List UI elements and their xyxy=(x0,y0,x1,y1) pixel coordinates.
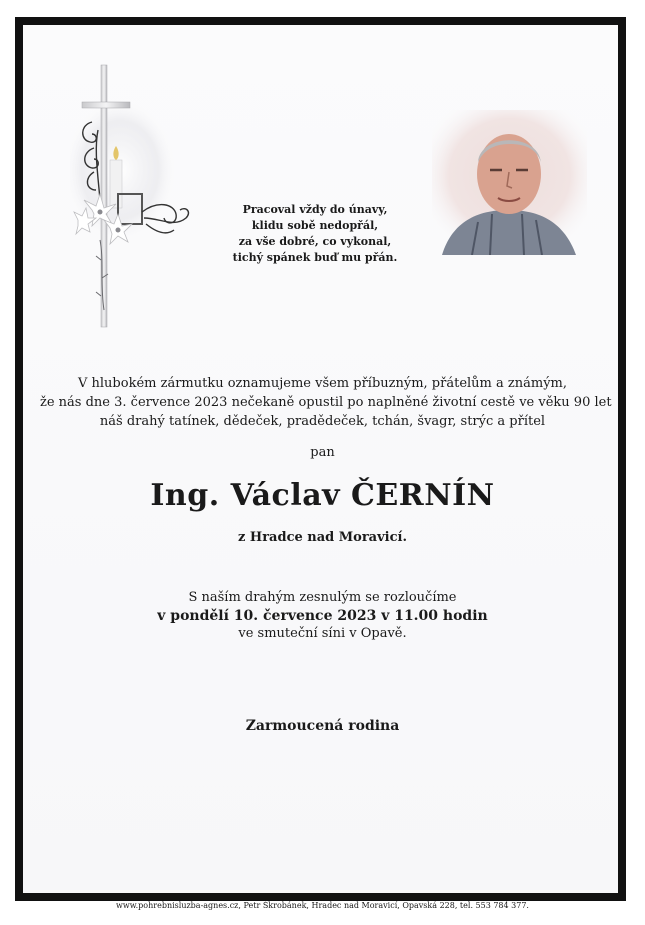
poem-line: klidu sobě nedopřál, xyxy=(251,219,379,232)
portrait-photo xyxy=(432,110,587,255)
footer-contact: www.pohrebnisluzba-agnes.cz, Petr Škrobánek, Hradec nad Moravicí, Opavská 228, tel. 553 784 377. xyxy=(116,901,529,910)
poem-verse xyxy=(210,202,420,266)
announcement-text xyxy=(40,374,612,431)
poem-line: za vše dobré, co vykonal, xyxy=(238,235,392,248)
cross-horizontal xyxy=(82,102,130,108)
poem-line: tichý spánek buď mu přán. xyxy=(232,251,398,264)
deceased-name: Ing. Václav ČERNÍN xyxy=(150,478,495,513)
announcement-line: náš drahý tatínek, dědeček, pradědeček, tchán, švagr, strýc a přítel xyxy=(99,414,546,429)
funeral-details xyxy=(40,589,605,643)
funeral-date-time: v pondělí 10. července 2023 v 11.00 hodin xyxy=(157,608,488,624)
announcement-line: že nás dne 3. července 2023 nečekaně opustil po naplněné životní cestě ve věku 90 let xyxy=(40,395,612,410)
poem-line: Pracoval vždy do únavy, xyxy=(242,203,388,216)
announcement-line: V hlubokém zármutku oznamujeme všem příbuzným, přátelům a známým, xyxy=(78,376,567,391)
candle-icon xyxy=(110,160,122,208)
deceased-origin: z Hradce nad Moravicí. xyxy=(238,530,407,545)
funeral-venue: ve smuteční síni v Opavě. xyxy=(238,626,407,641)
cross-candle-ornament xyxy=(70,60,200,335)
salutation: pan xyxy=(310,445,335,460)
funeral-intro: S naším drahým zesnulým se rozloučíme xyxy=(188,590,457,605)
signature: Zarmoucená rodina xyxy=(245,718,400,734)
